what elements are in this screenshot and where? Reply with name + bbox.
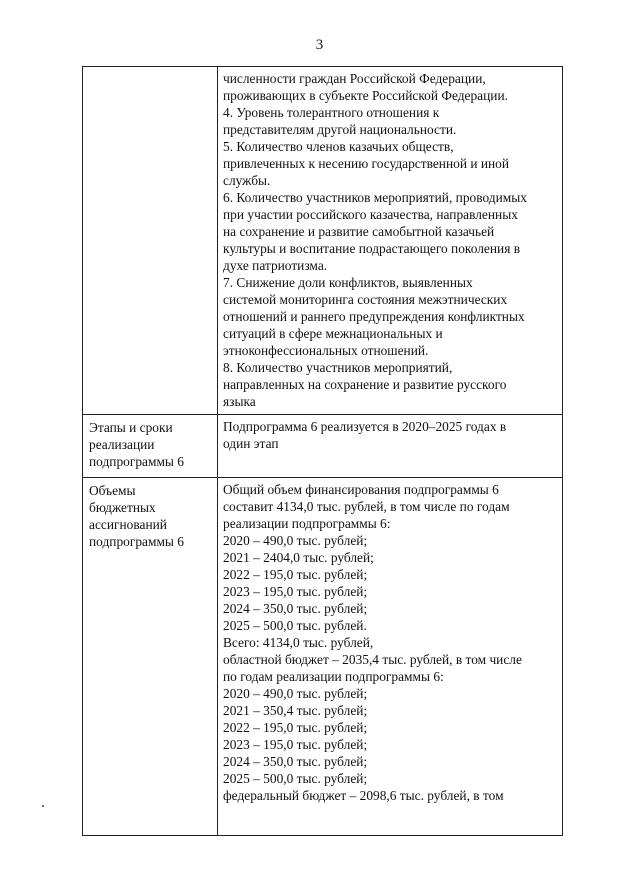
row-label-cell <box>83 415 218 478</box>
text-line: 6. Количество участников мероприятий, проводимых <box>223 190 527 205</box>
text-line: численности граждан Российской Федерации, <box>223 71 486 86</box>
row-label-text <box>83 67 217 75</box>
table-row-budget <box>83 478 563 836</box>
text-line: 2021 – 350,4 тыс. рублей; <box>223 703 368 718</box>
text-line: языка <box>223 394 256 409</box>
text-line: подпрограммы 6 <box>89 534 184 549</box>
text-line: 2023 – 195,0 тыс. рублей; <box>223 584 368 599</box>
text-line: этноконфессиональных отношений. <box>223 343 429 358</box>
text-line: проживающих в субъекте Российской Федерации. <box>223 88 508 103</box>
text-line: подпрограммы 6 <box>89 454 184 469</box>
indicators-text <box>218 67 562 414</box>
text-line: Этапы и сроки <box>89 420 173 435</box>
text-line: 2025 – 500,0 тыс. рублей. <box>223 618 367 633</box>
text-line: 2024 – 350,0 тыс. рублей; <box>223 601 368 616</box>
row-content-cell <box>218 67 563 415</box>
text-line: при участии российского казачества, направленных <box>223 207 518 222</box>
text-line: привлеченных к несению государственной и иной <box>223 156 510 171</box>
text-line: 2024 – 350,0 тыс. рублей; <box>223 754 368 769</box>
text-line: 2022 – 195,0 тыс. рублей; <box>223 720 368 735</box>
text-line: Всего: 4134,0 тыс. рублей, <box>223 635 374 650</box>
text-line: службы. <box>223 173 271 188</box>
text-line: направленных на сохранение и развитие русского <box>223 377 507 392</box>
text-line: областной бюджет – 2035,4 тыс. рублей, в том числе <box>223 652 522 667</box>
text-line: 2023 – 195,0 тыс. рублей; <box>223 737 368 752</box>
text-line: Общий объем финансирования подпрограммы 6 <box>223 482 499 497</box>
text-line: ассигнований <box>89 517 167 532</box>
scan-speck <box>42 805 44 807</box>
text-line: 2021 – 2404,0 тыс. рублей; <box>223 550 374 565</box>
text-line: ситуаций в сфере межнациональных и <box>223 326 443 341</box>
text-line: составит 4134,0 тыс. рублей, в том числе по годам <box>223 499 510 514</box>
row-label-cell <box>83 478 218 836</box>
text-line: культуры и воспитание подрастающего поколения в <box>223 241 521 256</box>
text-line: реализации подпрограммы 6: <box>223 516 391 531</box>
text-line: 2025 – 500,0 тыс. рублей; <box>223 771 368 786</box>
subprogram-passport-table <box>82 66 563 836</box>
text-line: Подпрограмма 6 реализуется в 2020–2025 годах в <box>223 419 507 434</box>
text-line: 8. Количество участников мероприятий, <box>223 360 453 375</box>
budget-text <box>218 478 562 808</box>
page-number: 3 <box>315 37 324 53</box>
text-line: системой мониторинга состояния межэтнических <box>223 292 508 307</box>
text-line: 2022 – 195,0 тыс. рублей; <box>223 567 368 582</box>
text-line: Объемы <box>89 483 136 498</box>
text-line: на сохранение и развитие самобытной казачьей <box>223 224 495 239</box>
text-line: федеральный бюджет – 2098,6 тыс. рублей, в том <box>223 788 504 803</box>
text-line: 5. Количество членов казачьих обществ, <box>223 139 454 154</box>
text-line: один этап <box>223 436 279 451</box>
text-line: представителям другой национальности. <box>223 122 457 137</box>
text-line: бюджетных <box>89 500 156 515</box>
text-line: отношений и раннего предупреждения конфликтных <box>223 309 525 324</box>
text-line: по годам реализации подпрограммы 6: <box>223 669 444 684</box>
text-line: 2020 – 490,0 тыс. рублей; <box>223 686 368 701</box>
row-label-cell <box>83 67 218 415</box>
stages-label-text <box>83 415 217 474</box>
text-line: 4. Уровень толерантного отношения к <box>223 105 440 120</box>
text-line: 2020 – 490,0 тыс. рублей; <box>223 533 368 548</box>
stages-text <box>218 415 562 456</box>
budget-label-text <box>83 478 217 554</box>
row-content-cell <box>218 478 563 836</box>
table-row-stages <box>83 415 563 478</box>
row-content-cell <box>218 415 563 478</box>
text-line: реализации <box>89 437 155 452</box>
text-line: духе патриотизма. <box>223 258 328 273</box>
text-line: 7. Снижение доли конфликтов, выявленных <box>223 275 473 290</box>
table-row-indicators <box>83 67 563 415</box>
